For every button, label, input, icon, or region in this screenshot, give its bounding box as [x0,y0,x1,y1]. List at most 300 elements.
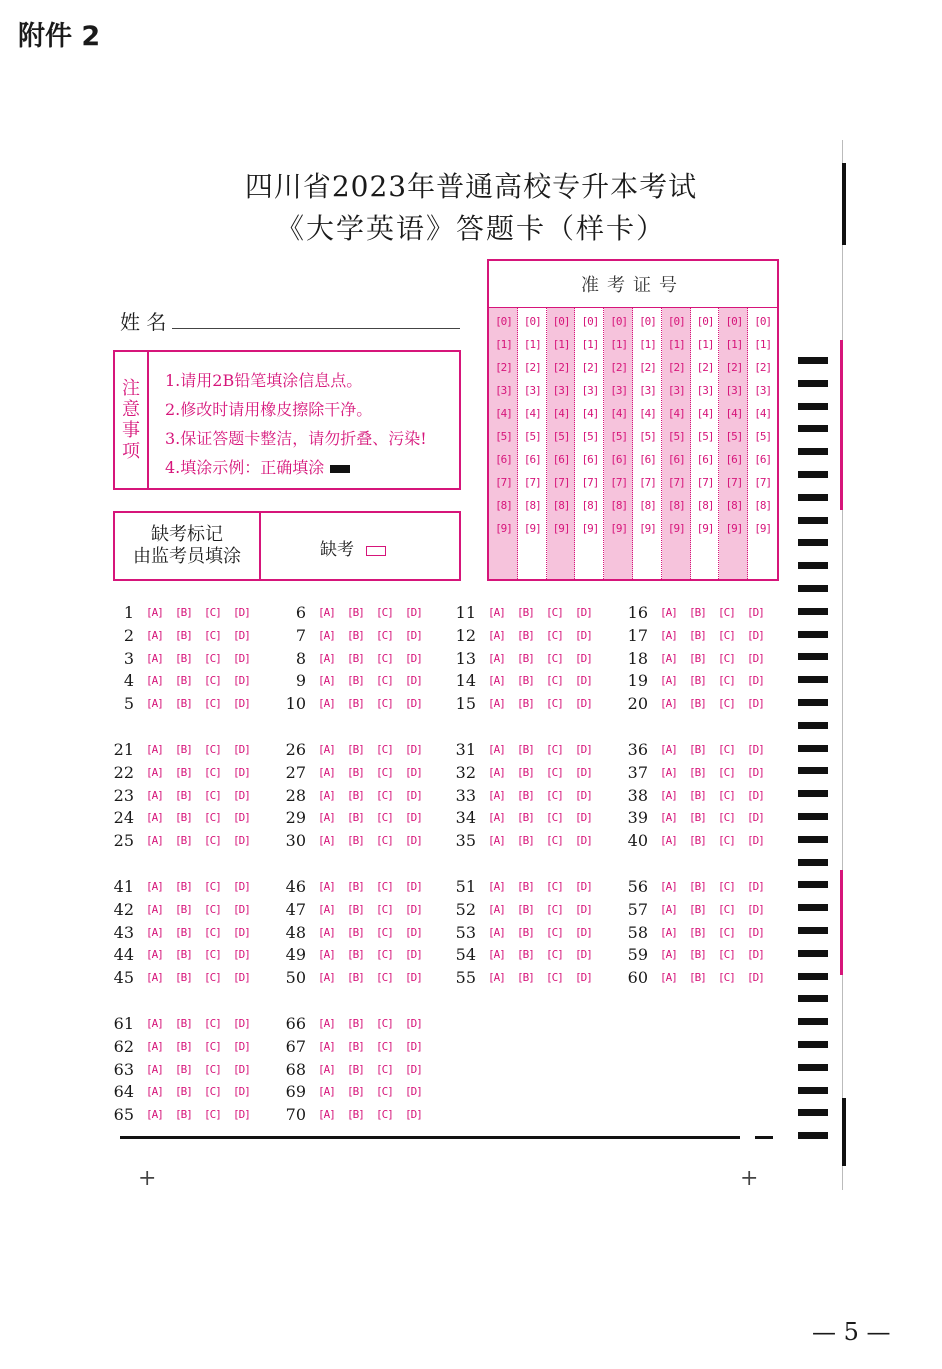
option-bubble-d[interactable]: [D] [233,674,250,688]
option-bubble-c[interactable]: [C] [718,925,735,939]
option-bubble-a[interactable]: [A] [318,765,335,779]
option-bubble-a[interactable]: [A] [146,971,163,985]
option-bubble-d[interactable]: [D] [747,925,764,939]
option-bubble-b[interactable]: [B] [689,651,706,665]
ticket-digit-bubble[interactable]: [3] [696,384,714,397]
option-bubble-c[interactable]: [C] [718,902,735,916]
option-bubble-a[interactable]: [A] [660,880,677,893]
option-bubble-c[interactable]: [C] [376,788,393,802]
ticket-digit-bubble[interactable]: [0] [495,315,512,328]
option-bubble-a[interactable]: [A] [318,1017,335,1030]
option-bubble-a[interactable]: [A] [146,1017,163,1030]
ticket-digit-bubble[interactable]: [9] [696,522,714,535]
option-bubble-c[interactable]: [C] [718,971,735,985]
option-bubble-b[interactable]: [B] [175,902,192,916]
option-bubble-a[interactable]: [A] [146,1062,163,1076]
option-bubble-a[interactable]: [A] [660,948,677,962]
option-bubble-b[interactable]: [B] [347,606,364,619]
option-bubble-d[interactable]: [D] [233,788,250,802]
ticket-digit-bubble[interactable]: [4] [639,407,656,420]
ticket-digit-bubble[interactable]: [3] [667,384,685,397]
option-bubble-b[interactable]: [B] [347,902,364,916]
option-bubble-b[interactable]: [B] [517,971,534,985]
option-bubble-d[interactable]: [D] [575,606,592,619]
option-bubble-a[interactable]: [A] [146,1039,163,1053]
option-bubble-c[interactable]: [C] [718,606,735,619]
ticket-digit-bubble[interactable]: [8] [667,499,685,512]
option-bubble-c[interactable]: [C] [204,606,221,619]
option-bubble-b[interactable]: [B] [175,948,192,962]
option-bubble-a[interactable]: [A] [318,971,335,985]
option-bubble-a[interactable]: [A] [660,788,677,802]
option-bubble-c[interactable]: [C] [718,697,735,711]
option-bubble-a[interactable]: [A] [660,697,677,711]
option-bubble-a[interactable]: [A] [488,971,505,985]
option-bubble-a[interactable]: [A] [660,925,677,939]
option-bubble-d[interactable]: [D] [405,765,422,779]
option-bubble-c[interactable]: [C] [204,811,221,825]
option-bubble-c[interactable]: [C] [376,765,393,779]
option-bubble-a[interactable]: [A] [318,788,335,802]
ticket-digit-bubble[interactable]: [8] [495,499,512,512]
option-bubble-c[interactable]: [C] [546,651,563,665]
option-bubble-b[interactable]: [B] [347,1039,364,1053]
option-bubble-c[interactable]: [C] [546,811,563,825]
option-bubble-d[interactable]: [D] [747,834,764,848]
option-bubble-c[interactable]: [C] [204,834,221,848]
option-bubble-b[interactable]: [B] [347,1062,364,1076]
ticket-digit-bubble[interactable]: [8] [696,499,714,512]
option-bubble-c[interactable]: [C] [376,834,393,848]
ticket-digit-bubble[interactable]: [8] [754,499,772,512]
ticket-digit-bubble[interactable]: [1] [696,338,714,351]
option-bubble-b[interactable]: [B] [175,880,192,893]
option-bubble-c[interactable]: [C] [204,1108,221,1122]
ticket-digit-bubble[interactable]: [6] [696,453,714,466]
option-bubble-a[interactable]: [A] [660,765,677,779]
option-bubble-b[interactable]: [B] [689,628,706,642]
ticket-digit-bubble[interactable]: [6] [725,453,743,466]
option-bubble-a[interactable]: [A] [488,628,505,642]
option-bubble-d[interactable]: [D] [233,811,250,825]
option-bubble-b[interactable]: [B] [175,788,192,802]
option-bubble-a[interactable]: [A] [488,880,505,893]
option-bubble-a[interactable]: [A] [318,1039,335,1053]
ticket-digit-bubble[interactable]: [5] [725,430,743,443]
option-bubble-b[interactable]: [B] [517,811,534,825]
option-bubble-c[interactable]: [C] [376,606,393,619]
option-bubble-a[interactable]: [A] [318,880,335,893]
option-bubble-a[interactable]: [A] [660,902,677,916]
ticket-digit-bubble[interactable]: [2] [552,361,570,374]
option-bubble-b[interactable]: [B] [175,1108,192,1122]
option-bubble-a[interactable]: [A] [488,902,505,916]
option-bubble-a[interactable]: [A] [488,788,505,802]
option-bubble-b[interactable]: [B] [347,788,364,802]
option-bubble-b[interactable]: [B] [175,1062,192,1076]
option-bubble-b[interactable]: [B] [689,765,706,779]
ticket-digit-bubble[interactable]: [8] [610,499,628,512]
option-bubble-d[interactable]: [D] [575,811,592,825]
option-bubble-a[interactable]: [A] [318,1062,335,1076]
ticket-digit-bubble[interactable]: [3] [610,384,628,397]
option-bubble-b[interactable]: [B] [175,628,192,642]
option-bubble-d[interactable]: [D] [405,1085,422,1099]
option-bubble-d[interactable]: [D] [747,765,764,779]
option-bubble-c[interactable]: [C] [376,811,393,825]
option-bubble-b[interactable]: [B] [517,948,534,962]
option-bubble-b[interactable]: [B] [517,925,534,939]
option-bubble-d[interactable]: [D] [233,971,250,985]
option-bubble-a[interactable]: [A] [488,697,505,711]
ticket-digit-bubble[interactable]: [4] [696,407,714,420]
option-bubble-c[interactable]: [C] [204,880,221,893]
option-bubble-a[interactable]: [A] [488,651,505,665]
option-bubble-b[interactable]: [B] [517,880,534,893]
option-bubble-d[interactable]: [D] [575,743,592,756]
ticket-digit-bubble[interactable]: [4] [581,407,599,420]
option-bubble-c[interactable]: [C] [718,948,735,962]
ticket-digit-bubble[interactable]: [6] [667,453,685,466]
option-bubble-a[interactable]: [A] [146,765,163,779]
option-bubble-a[interactable]: [A] [146,1085,163,1099]
option-bubble-c[interactable]: [C] [204,902,221,916]
ticket-digit-bubble[interactable]: [3] [581,384,599,397]
ticket-digit-bubble[interactable]: [7] [610,476,628,489]
ticket-digit-bubble[interactable]: [7] [523,476,541,489]
option-bubble-b[interactable]: [B] [175,606,192,619]
option-bubble-d[interactable]: [D] [233,1062,250,1076]
option-bubble-d[interactable]: [D] [233,834,250,848]
option-bubble-c[interactable]: [C] [546,697,563,711]
option-bubble-d[interactable]: [D] [747,971,764,985]
option-bubble-c[interactable]: [C] [718,788,735,802]
option-bubble-b[interactable]: [B] [175,765,192,779]
option-bubble-a[interactable]: [A] [146,948,163,962]
option-bubble-a[interactable]: [A] [318,1085,335,1099]
option-bubble-d[interactable]: [D] [405,697,422,711]
ticket-digit-bubble[interactable]: [0] [552,315,570,328]
option-bubble-a[interactable]: [A] [660,834,677,848]
option-bubble-b[interactable]: [B] [689,697,706,711]
option-bubble-c[interactable]: [C] [376,880,393,893]
option-bubble-b[interactable]: [B] [689,606,706,619]
option-bubble-d[interactable]: [D] [405,971,422,985]
option-bubble-a[interactable]: [A] [318,834,335,848]
option-bubble-c[interactable]: [C] [546,902,563,916]
option-bubble-d[interactable]: [D] [575,674,592,688]
ticket-digit-bubble[interactable]: [0] [581,315,599,328]
option-bubble-b[interactable]: [B] [347,971,364,985]
ticket-digit-bubble[interactable]: [2] [523,361,541,374]
ticket-digit-bubble[interactable]: [9] [725,522,743,535]
ticket-digit-bubble[interactable]: [8] [639,499,656,512]
option-bubble-d[interactable]: [D] [747,606,764,619]
option-bubble-d[interactable]: [D] [575,925,592,939]
option-bubble-b[interactable]: [B] [689,948,706,962]
option-bubble-a[interactable]: [A] [146,651,163,665]
option-bubble-c[interactable]: [C] [204,628,221,642]
option-bubble-a[interactable]: [A] [660,811,677,825]
option-bubble-a[interactable]: [A] [146,743,163,756]
option-bubble-c[interactable]: [C] [546,925,563,939]
option-bubble-a[interactable]: [A] [488,606,505,619]
option-bubble-a[interactable]: [A] [318,743,335,756]
option-bubble-c[interactable]: [C] [546,606,563,619]
ticket-digit-bubble[interactable]: [3] [552,384,570,397]
ticket-digit-bubble[interactable]: [0] [523,315,541,328]
option-bubble-d[interactable]: [D] [233,948,250,962]
ticket-digit-bubble[interactable]: [4] [523,407,541,420]
option-bubble-b[interactable]: [B] [347,834,364,848]
ticket-digit-bubble[interactable]: [8] [725,499,743,512]
option-bubble-d[interactable]: [D] [405,1108,422,1122]
option-bubble-b[interactable]: [B] [347,743,364,756]
option-bubble-c[interactable]: [C] [204,765,221,779]
ticket-digit-bubble[interactable]: [2] [725,361,743,374]
option-bubble-c[interactable]: [C] [376,697,393,711]
ticket-digit-bubble[interactable]: [3] [639,384,656,397]
option-bubble-d[interactable]: [D] [405,811,422,825]
ticket-digit-bubble[interactable]: [7] [725,476,743,489]
ticket-digit-bubble[interactable]: [7] [754,476,772,489]
option-bubble-c[interactable]: [C] [204,697,221,711]
option-bubble-c[interactable]: [C] [376,971,393,985]
option-bubble-c[interactable]: [C] [204,1039,221,1053]
ticket-digit-bubble[interactable]: [2] [754,361,772,374]
ticket-digit-bubble[interactable]: [0] [610,315,628,328]
option-bubble-b[interactable]: [B] [517,788,534,802]
option-bubble-d[interactable]: [D] [575,971,592,985]
option-bubble-c[interactable]: [C] [204,948,221,962]
option-bubble-b[interactable]: [B] [175,811,192,825]
option-bubble-a[interactable]: [A] [660,628,677,642]
ticket-digit-bubble[interactable]: [9] [495,522,512,535]
option-bubble-d[interactable]: [D] [747,674,764,688]
option-bubble-a[interactable]: [A] [146,697,163,711]
ticket-digit-bubble[interactable]: [3] [725,384,743,397]
option-bubble-b[interactable]: [B] [517,628,534,642]
option-bubble-a[interactable]: [A] [318,948,335,962]
option-bubble-d[interactable]: [D] [233,1017,250,1030]
option-bubble-b[interactable]: [B] [347,674,364,688]
ticket-digit-bubble[interactable]: [2] [639,361,656,374]
ticket-digit-bubble[interactable]: [5] [552,430,570,443]
option-bubble-a[interactable]: [A] [318,902,335,916]
ticket-digit-bubble[interactable]: [9] [523,522,541,535]
option-bubble-b[interactable]: [B] [517,765,534,779]
ticket-digit-bubble[interactable]: [0] [667,315,685,328]
option-bubble-b[interactable]: [B] [689,674,706,688]
option-bubble-a[interactable]: [A] [318,674,335,688]
ticket-digit-bubble[interactable]: [5] [639,430,656,443]
ticket-digit-bubble[interactable]: [1] [552,338,570,351]
option-bubble-c[interactable]: [C] [546,834,563,848]
option-bubble-b[interactable]: [B] [175,1017,192,1030]
option-bubble-a[interactable]: [A] [318,1108,335,1122]
ticket-digit-bubble[interactable]: [6] [639,453,656,466]
option-bubble-c[interactable]: [C] [718,628,735,642]
option-bubble-c[interactable]: [C] [546,674,563,688]
option-bubble-d[interactable]: [D] [405,788,422,802]
option-bubble-a[interactable]: [A] [146,628,163,642]
option-bubble-c[interactable]: [C] [546,948,563,962]
option-bubble-c[interactable]: [C] [376,1062,393,1076]
option-bubble-d[interactable]: [D] [747,628,764,642]
ticket-digit-bubble[interactable]: [5] [667,430,685,443]
option-bubble-b[interactable]: [B] [175,651,192,665]
option-bubble-c[interactable]: [C] [546,788,563,802]
ticket-digit-bubble[interactable]: [2] [610,361,628,374]
option-bubble-c[interactable]: [C] [204,971,221,985]
option-bubble-d[interactable]: [D] [405,834,422,848]
option-bubble-c[interactable]: [C] [204,743,221,756]
option-bubble-c[interactable]: [C] [718,743,735,756]
option-bubble-a[interactable]: [A] [660,971,677,985]
ticket-digit-bubble[interactable]: [5] [696,430,714,443]
option-bubble-a[interactable]: [A] [146,902,163,916]
ticket-digit-bubble[interactable]: [4] [495,407,512,420]
ticket-digit-bubble[interactable]: [3] [754,384,772,397]
ticket-digit-bubble[interactable]: [0] [754,315,772,328]
ticket-digit-bubble[interactable]: [0] [639,315,656,328]
option-bubble-b[interactable]: [B] [689,834,706,848]
ticket-digit-bubble[interactable]: [9] [667,522,685,535]
ticket-digit-bubble[interactable]: [9] [552,522,570,535]
ticket-digit-bubble[interactable]: [6] [610,453,628,466]
option-bubble-d[interactable]: [D] [405,674,422,688]
ticket-digit-bubble[interactable]: [1] [610,338,628,351]
option-bubble-c[interactable]: [C] [204,1017,221,1030]
option-bubble-d[interactable]: [D] [575,628,592,642]
option-bubble-a[interactable]: [A] [488,743,505,756]
option-bubble-c[interactable]: [C] [204,1085,221,1099]
option-bubble-d[interactable]: [D] [233,1108,250,1122]
option-bubble-d[interactable]: [D] [575,697,592,711]
ticket-digit-bubble[interactable]: [4] [725,407,743,420]
option-bubble-d[interactable]: [D] [405,1039,422,1053]
ticket-digit-bubble[interactable]: [7] [495,476,512,489]
ticket-digit-bubble[interactable]: [8] [523,499,541,512]
option-bubble-c[interactable]: [C] [718,651,735,665]
option-bubble-b[interactable]: [B] [517,674,534,688]
option-bubble-b[interactable]: [B] [517,834,534,848]
option-bubble-d[interactable]: [D] [575,765,592,779]
option-bubble-b[interactable]: [B] [347,948,364,962]
option-bubble-b[interactable]: [B] [347,925,364,939]
option-bubble-d[interactable]: [D] [233,880,250,893]
option-bubble-a[interactable]: [A] [660,606,677,619]
option-bubble-b[interactable]: [B] [175,971,192,985]
option-bubble-d[interactable]: [D] [575,880,592,893]
ticket-digit-bubble[interactable]: [6] [495,453,512,466]
option-bubble-a[interactable]: [A] [146,606,163,619]
option-bubble-c[interactable]: [C] [204,1062,221,1076]
option-bubble-a[interactable]: [A] [660,743,677,756]
option-bubble-d[interactable]: [D] [233,765,250,779]
option-bubble-b[interactable]: [B] [347,811,364,825]
option-bubble-a[interactable]: [A] [488,765,505,779]
option-bubble-b[interactable]: [B] [347,1108,364,1122]
option-bubble-d[interactable]: [D] [575,834,592,848]
option-bubble-c[interactable]: [C] [546,743,563,756]
ticket-digit-bubble[interactable]: [0] [696,315,714,328]
ticket-digit-bubble[interactable]: [1] [495,338,512,351]
option-bubble-c[interactable]: [C] [718,834,735,848]
option-bubble-a[interactable]: [A] [318,925,335,939]
option-bubble-a[interactable]: [A] [146,880,163,893]
ticket-digit-bubble[interactable]: [3] [495,384,512,397]
option-bubble-a[interactable]: [A] [146,925,163,939]
ticket-digit-bubble[interactable]: [7] [639,476,656,489]
option-bubble-c[interactable]: [C] [376,1085,393,1099]
option-bubble-c[interactable]: [C] [204,788,221,802]
option-bubble-d[interactable]: [D] [575,948,592,962]
option-bubble-b[interactable]: [B] [517,651,534,665]
option-bubble-d[interactable]: [D] [747,948,764,962]
option-bubble-c[interactable]: [C] [546,880,563,893]
option-bubble-d[interactable]: [D] [405,1062,422,1076]
option-bubble-b[interactable]: [B] [689,925,706,939]
ticket-digit-bubble[interactable]: [6] [523,453,541,466]
ticket-digit-bubble[interactable]: [5] [754,430,772,443]
option-bubble-b[interactable]: [B] [689,880,706,893]
option-bubble-b[interactable]: [B] [689,743,706,756]
option-bubble-a[interactable]: [A] [146,674,163,688]
option-bubble-c[interactable]: [C] [376,1108,393,1122]
option-bubble-a[interactable]: [A] [318,606,335,619]
option-bubble-b[interactable]: [B] [175,743,192,756]
option-bubble-d[interactable]: [D] [747,697,764,711]
ticket-digit-bubble[interactable]: [8] [552,499,570,512]
ticket-digit-bubble[interactable]: [6] [754,453,772,466]
ticket-digit-bubble[interactable]: [9] [581,522,599,535]
option-bubble-d[interactable]: [D] [747,651,764,665]
option-bubble-c[interactable]: [C] [546,628,563,642]
option-bubble-b[interactable]: [B] [347,651,364,665]
option-bubble-b[interactable]: [B] [347,628,364,642]
option-bubble-c[interactable]: [C] [204,925,221,939]
option-bubble-a[interactable]: [A] [488,811,505,825]
option-bubble-a[interactable]: [A] [318,651,335,665]
option-bubble-c[interactable]: [C] [718,811,735,825]
option-bubble-c[interactable]: [C] [376,1017,393,1030]
option-bubble-a[interactable]: [A] [660,674,677,688]
option-bubble-c[interactable]: [C] [376,628,393,642]
ticket-digit-bubble[interactable]: [5] [581,430,599,443]
option-bubble-a[interactable]: [A] [318,811,335,825]
ticket-digit-bubble[interactable]: [1] [667,338,685,351]
option-bubble-c[interactable]: [C] [376,902,393,916]
option-bubble-c[interactable]: [C] [376,1039,393,1053]
option-bubble-d[interactable]: [D] [405,628,422,642]
ticket-digit-bubble[interactable]: [1] [581,338,599,351]
option-bubble-c[interactable]: [C] [718,765,735,779]
option-bubble-d[interactable]: [D] [747,788,764,802]
ticket-digit-bubble[interactable]: [7] [552,476,570,489]
option-bubble-c[interactable]: [C] [204,674,221,688]
option-bubble-b[interactable]: [B] [517,902,534,916]
ticket-digit-bubble[interactable]: [9] [754,522,772,535]
option-bubble-d[interactable]: [D] [747,880,764,893]
ticket-digit-bubble[interactable]: [4] [552,407,570,420]
option-bubble-d[interactable]: [D] [575,651,592,665]
option-bubble-c[interactable]: [C] [376,674,393,688]
ticket-digit-bubble[interactable]: [2] [581,361,599,374]
ticket-digit-bubble[interactable]: [7] [581,476,599,489]
ticket-digit-bubble[interactable]: [8] [581,499,599,512]
absent-bubble[interactable] [366,546,386,556]
